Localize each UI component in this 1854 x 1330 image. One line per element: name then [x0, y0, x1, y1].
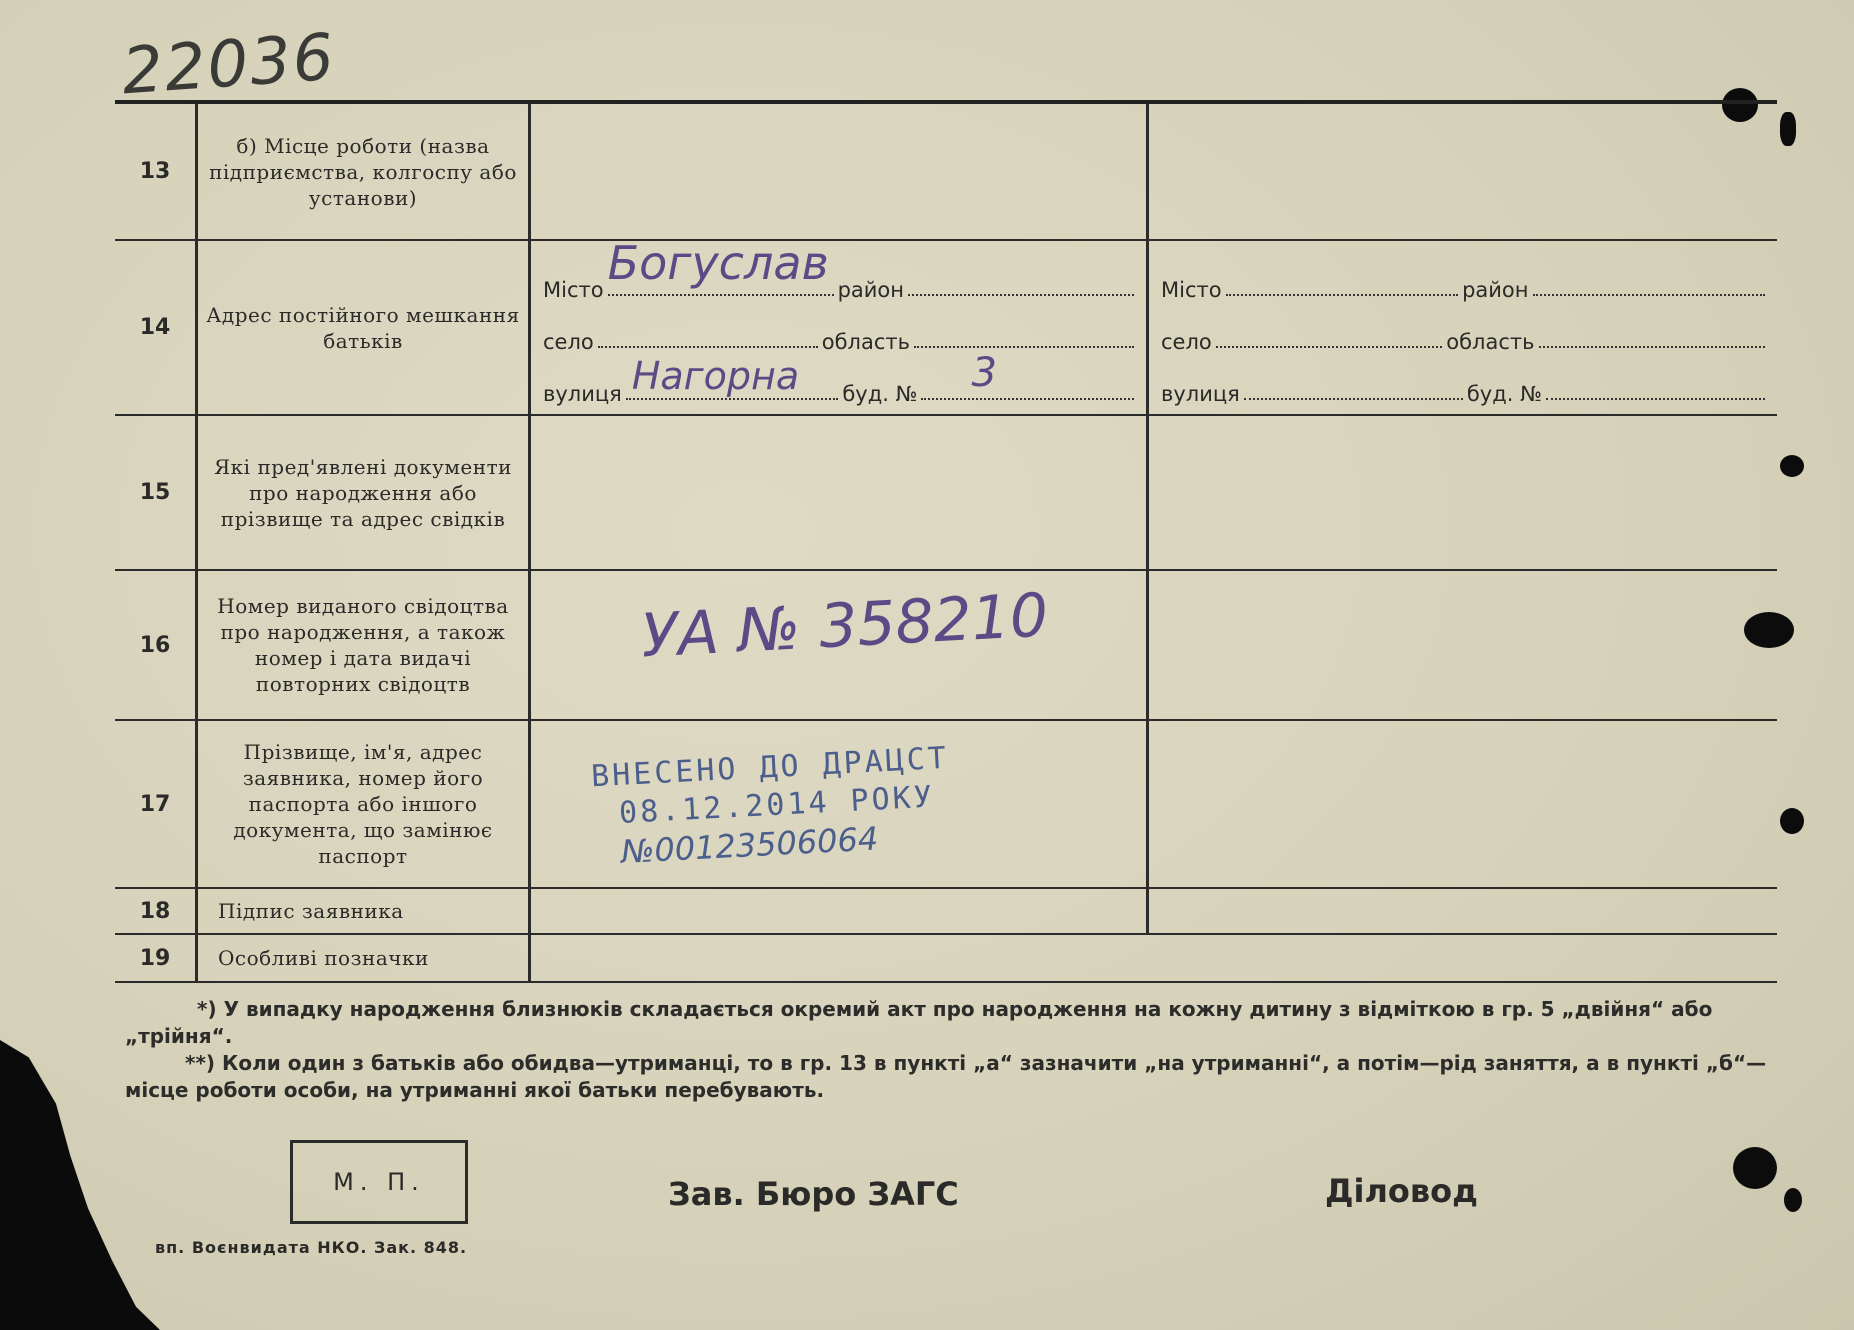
city-label: Місто	[1161, 277, 1222, 302]
table-row	[115, 720, 1777, 888]
row-number: 17	[115, 720, 197, 888]
applicant-cell	[530, 720, 1148, 888]
building-label: буд. №	[1466, 381, 1542, 406]
table-row	[115, 415, 1777, 570]
region-field	[1539, 332, 1766, 348]
row-label: б) Місце роботи (назва підприємства, колгоспу або установи)	[197, 102, 530, 240]
region-field	[914, 332, 1134, 348]
punch-hole	[1780, 455, 1804, 477]
father-address-cell	[530, 235, 1148, 415]
city-field	[607, 235, 834, 296]
handwritten-building: 3	[971, 349, 997, 396]
city-label: Місто	[543, 277, 604, 302]
row-label: Які пред'явлені документи про народження або прізвище та адрес свідків	[197, 415, 530, 570]
street-field	[626, 353, 839, 400]
signature-cell	[530, 888, 1148, 934]
footnotes	[125, 996, 1785, 1104]
building-label: буд. №	[842, 381, 918, 406]
mother-column-cell	[1148, 720, 1778, 888]
village-label: село	[543, 329, 594, 354]
mother-column-cell	[1148, 102, 1778, 240]
row-number: 13	[115, 102, 197, 240]
village-label: село	[1161, 329, 1212, 354]
clerk-signature: Діловод	[1325, 1172, 1478, 1210]
handwritten-city: Богуслав	[607, 235, 829, 290]
address-village-line	[531, 302, 1146, 354]
row-number: 18	[115, 888, 197, 934]
punch-hole	[1733, 1147, 1777, 1189]
address-street-line	[1149, 354, 1777, 406]
address-street-line	[531, 349, 1146, 406]
father-column-cell	[530, 102, 1148, 240]
handwritten-certificate-number: УА № 358210	[639, 580, 1050, 672]
row-number: 15	[115, 415, 197, 570]
row-number: 19	[115, 934, 197, 982]
registry-stamp	[590, 740, 954, 873]
remarks-cell	[530, 934, 1148, 982]
handwritten-street: Нагорна	[631, 353, 800, 398]
row-label: Номер виданого свідоцтва про народження, а також номер і дата видачі повторних свідоцтв	[197, 570, 530, 720]
district-field	[908, 280, 1134, 296]
region-label: область	[821, 329, 910, 354]
stamp-line: 08.12.2014 РОКУ	[618, 779, 936, 831]
address-village-line	[1149, 302, 1777, 354]
birth-record-table	[115, 100, 1777, 983]
address-city-line	[531, 235, 1146, 302]
district-label: район	[1462, 277, 1529, 302]
village-field	[1216, 332, 1443, 348]
remarks-cell	[1148, 934, 1778, 982]
seal-place-box: М. П.	[290, 1140, 468, 1224]
region-label: область	[1446, 329, 1535, 354]
table-row	[115, 240, 1777, 415]
stamp-handwritten-number: №00123506064	[620, 819, 880, 871]
row-label: Прізвище, ім'я, адрес заявника, номер його паспорта або іншого документа, що замінює паспорт	[197, 720, 530, 888]
district-label: район	[837, 277, 905, 302]
punch-hole	[1784, 1188, 1802, 1212]
punch-hole	[1780, 112, 1796, 146]
father-column-cell	[530, 415, 1148, 570]
building-field	[921, 349, 1134, 400]
village-field	[598, 332, 818, 348]
head-of-registry-signature: Зав. Бюро ЗАГС	[668, 1175, 959, 1213]
mother-address-cell	[1148, 240, 1778, 415]
footnote-twins: *) У випадку народження близнюків складається окремий акт про народження на кожну дитину з відміткою в гр. 5 „двійня“ або „трійня“.	[125, 997, 1713, 1048]
table-row	[115, 102, 1777, 240]
table-row	[115, 888, 1777, 934]
row-label: Підпис заявника	[197, 888, 530, 934]
address-city-line	[1149, 250, 1777, 302]
row-label: Адрес постійного мешкання батьків	[197, 240, 530, 415]
row-number: 16	[115, 570, 197, 720]
mother-column-cell	[1148, 888, 1778, 934]
table-row	[115, 934, 1777, 982]
certificate-cell	[530, 570, 1148, 720]
row-number: 14	[115, 240, 197, 415]
street-field	[1244, 384, 1463, 400]
stamp-line: ВНЕСЕНО ДО ДРАЦСТ	[590, 740, 950, 795]
footnote-dependents: **) Коли один з батьків або обидва—утриманці, то в гр. 13 в пункті „а“ зазначити „на утриманні“, а потім—рід заняття, а в пункті „б“—місце роботи особи, на утриманні якої батьки перебувають.	[125, 1051, 1767, 1102]
building-field	[1546, 384, 1765, 400]
punch-hole	[1780, 808, 1804, 834]
mother-column-cell	[1148, 415, 1778, 570]
district-field	[1533, 280, 1765, 296]
street-label: вулиця	[543, 381, 622, 406]
row-label: Особливі позначки	[197, 934, 530, 982]
street-label: вулиця	[1161, 381, 1240, 406]
city-field	[1226, 280, 1458, 296]
archive-number: 22036	[119, 20, 338, 110]
mother-column-cell	[1148, 570, 1778, 720]
table-row	[115, 570, 1777, 720]
printer-imprint: вп. Воєнвидата НКО. Зак. 848.	[155, 1238, 468, 1257]
